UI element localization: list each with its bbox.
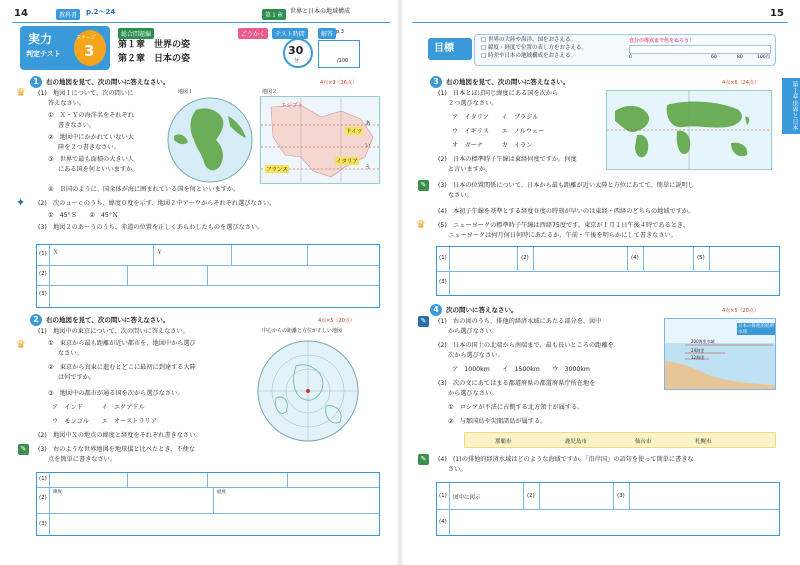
target-badge <box>428 38 472 60</box>
q2-line: 点を簡単に書きなさい。 <box>48 456 117 463</box>
row-label: (3) <box>39 521 47 527</box>
table-row <box>37 285 379 286</box>
q3-line: (3) 日本の位置関係について、日本から最も距離が近い大陸と方位にあてて、簡単に説明し <box>438 182 694 189</box>
q1-line: (1) 地図１について、次の問いに <box>38 90 134 97</box>
table-divider <box>539 483 540 509</box>
row-label: (3) <box>439 279 447 285</box>
q1-line: 陸を２つ書きなさい。 <box>58 144 120 151</box>
right-page <box>400 0 800 565</box>
q3-line: ウ イギリス エ ノルウェー <box>452 128 545 135</box>
q1-line: にある国を何といいますか。 <box>58 166 139 173</box>
q2-answer-table[interactable] <box>36 472 380 536</box>
q4-answer-table[interactable] <box>436 482 780 536</box>
pencil-icon: ✎ <box>18 444 29 455</box>
city-choice: 鹿児島市 <box>565 439 588 445</box>
q1-answer-table[interactable] <box>36 244 380 308</box>
eez-item: 200海里水域 <box>691 339 715 344</box>
q2-line: (3) 右のような世界地図を地球儀と比べたとき、不便な <box>38 446 196 453</box>
table-divider <box>613 483 614 509</box>
q3-line: (4) 本初子午線を基準とする経度０度の時刻が早いのは東経・西経のどちらの地域ですか。 <box>438 208 695 215</box>
time-value: 30 <box>288 44 304 57</box>
map-label: あ <box>365 121 371 127</box>
score-tick: 100点 <box>757 55 771 60</box>
row-label: (5) <box>697 255 705 261</box>
unit-tag: 第１章 <box>262 9 286 20</box>
map1-label: 地図１ <box>178 89 194 95</box>
textbook-pages: p.2〜24 <box>86 8 116 16</box>
cell-note: 図中に図示 <box>453 495 481 501</box>
table-divider <box>533 247 534 271</box>
table-row <box>37 487 379 488</box>
map-label: フランス <box>266 167 288 173</box>
crown-icon: ♛ <box>16 86 26 99</box>
q1-line: ③ 世界で最も面積の大きい人 <box>48 156 134 163</box>
q3-line: ２つ選びなさい。 <box>448 100 498 107</box>
longitude-label: 経度 <box>217 490 226 495</box>
q4-line: ア 1000km イ 1500km ウ 3000km <box>452 366 590 373</box>
target-panel <box>474 34 776 66</box>
q2-line: ① 東京から最も距離が近い都市を、地図中から選び <box>48 340 196 347</box>
q3-line: (5) ニューヨークの標準時子午線は西経75度です。東京が１月１日午後４時であるとき、 <box>438 222 690 229</box>
q3-answer-table[interactable] <box>436 246 780 296</box>
q3-line: ニューヨークは何月何日何時にあたるか、午前・午後を明らかにして書きなさい。 <box>448 232 677 239</box>
city-choices <box>464 432 776 448</box>
eez-item: 24海里 <box>691 348 705 353</box>
page-number: 15 <box>770 8 784 19</box>
row-label: (2) <box>39 495 47 501</box>
star-icon: ✦ <box>16 196 26 209</box>
q2-line: は何ですか。 <box>58 374 96 381</box>
q4-line: さい。 <box>448 466 467 473</box>
header-rule <box>12 22 390 23</box>
question-2-points: 4点×5（20点） <box>318 318 355 324</box>
world-map <box>606 90 772 170</box>
question-3-number: 3 <box>430 76 442 88</box>
q3-line: オ ガーナ カ イラン <box>452 142 533 149</box>
question-4-number: 4 <box>430 304 442 316</box>
q1-line: ② 地図中にかかれていない大 <box>48 134 134 141</box>
q2-line: ア インド イ エクアドル <box>52 404 145 411</box>
stage-label: ステージ <box>76 35 96 41</box>
table-divider <box>629 483 630 509</box>
q4-line: (3) 次の文にあてはまる都道府県の都道府県庁所在地を <box>438 380 596 387</box>
table-divider <box>213 487 214 513</box>
textbook-tag: 教科書 <box>56 9 80 20</box>
answer-tag: 解答 <box>318 28 336 39</box>
question-2-prompt: 右の地図を見て、次の問いに答えなさい。 <box>46 316 170 324</box>
q1-line: 書きなさい。 <box>58 122 96 129</box>
q3-line: なさい。 <box>448 192 473 199</box>
question-4-prompt: 次の問いに答えなさい。 <box>446 306 518 314</box>
q4-line: から選びなさい。 <box>448 390 498 397</box>
q1-line: (3) 地図２のあ〜うのうち、赤道の位置を正しくあらわしたものを選びなさい。 <box>38 224 264 231</box>
map2-label: 地図２ <box>262 89 278 95</box>
question-3-prompt: 右の地図を見て、次の問いに答えなさい。 <box>446 78 570 86</box>
score-tick: 80 <box>737 55 743 60</box>
q2-line: ③ 地図中の都市が通る国を次から選びなさい。 <box>48 390 184 397</box>
q1-line: 答えなさい。 <box>48 100 86 107</box>
score-tick: 0 <box>629 55 632 60</box>
table-divider <box>693 247 694 271</box>
target-title: 目標 <box>434 43 454 54</box>
table-row <box>37 513 379 514</box>
map-label: ドイツ <box>346 129 363 135</box>
crown-icon: ♛ <box>416 218 426 231</box>
time-label: テスト時間 <box>272 28 308 39</box>
row-label: (2) <box>527 493 535 499</box>
q2-line: なさい。 <box>58 350 83 357</box>
q3-line: (1) 日本とほぼ同じ緯度にある国を次から <box>438 90 559 97</box>
q3-line: と言いますか。 <box>448 166 492 173</box>
score-tick: 60 <box>711 55 717 60</box>
table-divider <box>517 247 518 271</box>
question-1-points: 4点×9（36点） <box>320 80 357 86</box>
table-divider <box>627 247 628 271</box>
score-label: /100 <box>337 58 349 64</box>
q4-line: 次から選びなさい。 <box>448 352 504 359</box>
table-divider <box>449 247 450 295</box>
q3-line: ア イタリア イ ブラジル <box>452 114 539 121</box>
crown-icon: ♛ <box>16 338 26 351</box>
time-circle <box>283 38 313 68</box>
city-choice: 那覇市 <box>495 439 512 445</box>
target-item[interactable]: □ 緯度・経度で位置の表し方をおさえる。 <box>481 45 587 51</box>
score-box[interactable] <box>318 40 360 68</box>
cell-x: Ｘ <box>53 250 59 256</box>
table-divider <box>153 245 154 265</box>
table-divider <box>287 473 288 487</box>
answer-page: p.3 <box>336 29 344 35</box>
page-number: 14 <box>14 8 28 19</box>
row-label: (1) <box>39 251 47 257</box>
table-divider <box>449 483 450 535</box>
target-item[interactable]: □ 時差や日本の地域構成をおさえる。 <box>481 53 576 59</box>
q2-line: (1) 地図中の東京について、次の問いに答えなさい。 <box>38 328 189 335</box>
test-badge <box>20 26 110 70</box>
question-1-prompt: 右の地図を見て、次の問いに答えなさい。 <box>46 78 170 86</box>
q4-line: ② 与那国島や尖閣諸島が属する。 <box>448 418 547 425</box>
q4-line: (1) 右の図のうち、排他的経済水域にあたる部分を、図中 <box>438 318 602 325</box>
q2-line: (2) 地図中Ｘの地点の緯度と経度をそれぞれ書きなさい。 <box>38 432 202 439</box>
row-label: (4) <box>631 255 639 261</box>
q3-line: (2) 日本の標準時子午線は東経何度ですか。何度 <box>438 156 577 163</box>
stage-number: 3 <box>84 42 95 60</box>
table-divider <box>127 265 128 285</box>
city-choice: 仙台市 <box>635 439 652 445</box>
table-divider <box>49 245 50 307</box>
goukaku-tag: ごうかく <box>238 28 268 39</box>
table-divider <box>523 483 524 509</box>
globe-map-1 <box>166 96 254 184</box>
eez-diagram <box>664 318 776 390</box>
table-row <box>37 265 379 266</box>
cell-y: Ｙ <box>157 250 163 256</box>
row-label: (1) <box>439 255 447 261</box>
question-2-number: 2 <box>30 314 42 326</box>
score-check-title: 自分の得点まで色をぬろう！ <box>629 38 695 44</box>
q4-line: (2) 日本の国土の北端から南端まで、最も長いところの距離を <box>438 342 614 349</box>
city-choice: 札幌市 <box>695 439 712 445</box>
table-divider <box>49 473 50 535</box>
q4-line: ① ロシアが不法に占拠する北方領土が属する。 <box>448 404 584 411</box>
score-check-bar[interactable] <box>629 45 771 54</box>
map-label: い <box>365 143 371 149</box>
badge-title-2: 判定テスト <box>26 50 61 58</box>
azimuthal-map <box>256 336 360 446</box>
azimuthal-map-caption: 中心からの距離と方位が正しい地図 <box>262 328 343 334</box>
table-divider <box>709 247 710 271</box>
row-label: (1) <box>39 476 47 482</box>
pencil-icon: ✎ <box>418 454 429 465</box>
stage-circle <box>74 30 106 66</box>
q1-line: ① Ｘ・Ｙの海洋名をそれぞれ <box>48 112 134 119</box>
q2-line: ウ モンゴル エ オーストラリア <box>52 418 157 425</box>
table-divider <box>231 245 232 265</box>
row-label: (3) <box>39 291 47 297</box>
row-label: (4) <box>439 519 447 525</box>
row-label: (3) <box>617 493 625 499</box>
q2-line: ② 東京から真東に進むとどこに最初に到達する大陸 <box>48 364 196 371</box>
chapter-1: 第１章 世界の姿 <box>118 40 191 50</box>
q4-line: から選びなさい。 <box>448 328 498 335</box>
question-4-points: 4点×5（20点） <box>722 308 759 314</box>
table-divider <box>207 265 208 285</box>
q1-line: ④ Ｂ国のように、国全体が海に囲まれている国を何といいますか。 <box>48 186 240 193</box>
target-item[interactable]: □ 世界の大陸や海洋、国をおさえる。 <box>481 37 576 43</box>
row-label: (1) <box>439 493 447 499</box>
question-1-number: 1 <box>30 76 42 88</box>
table-row <box>437 271 779 272</box>
header-rule <box>412 22 788 23</box>
table-divider <box>307 245 308 265</box>
table-divider <box>643 247 644 271</box>
eez-label: 日本の排他的経済水域 <box>738 324 774 335</box>
table-divider <box>127 473 128 487</box>
time-unit: 分 <box>294 58 300 64</box>
exam-kind: 総合問題編 <box>118 28 154 39</box>
europe-map <box>260 96 380 184</box>
pencil-icon: ✎ <box>418 316 429 327</box>
badge-title-1: 実力 <box>28 32 53 46</box>
side-tab: 第１章 世界と日本 <box>782 78 800 134</box>
pencil-icon: ✎ <box>418 180 429 191</box>
q1-line: (2) 次のａ〜ｃのうち、緯度０度を示す、地図２中ア〜ウからそれぞれ選びなさい。 <box>38 200 276 207</box>
eez-item: 12海里 <box>691 355 705 360</box>
latitude-label: 緯度 <box>53 490 62 495</box>
unit-title: 世界と日本の地域構成 <box>290 8 351 15</box>
table-row <box>437 509 779 510</box>
map-label: エジプト <box>281 103 304 109</box>
row-label: (2) <box>39 271 47 277</box>
q1-line: ① 45°Ｓ ② 45°Ｎ <box>48 212 119 219</box>
map-label: イタリア <box>336 159 359 165</box>
table-divider <box>207 473 208 487</box>
question-3-points: 4点×6（24点） <box>722 80 759 86</box>
q4-line: (4) (1)の排他的経済水域はどのような海域ですか。「沿岸国」の語句を使って簡単に書きな <box>438 456 694 463</box>
row-label: (2) <box>521 255 529 261</box>
map-label: う <box>365 165 371 171</box>
chapter-2: 第２章 日本の姿 <box>118 54 191 64</box>
